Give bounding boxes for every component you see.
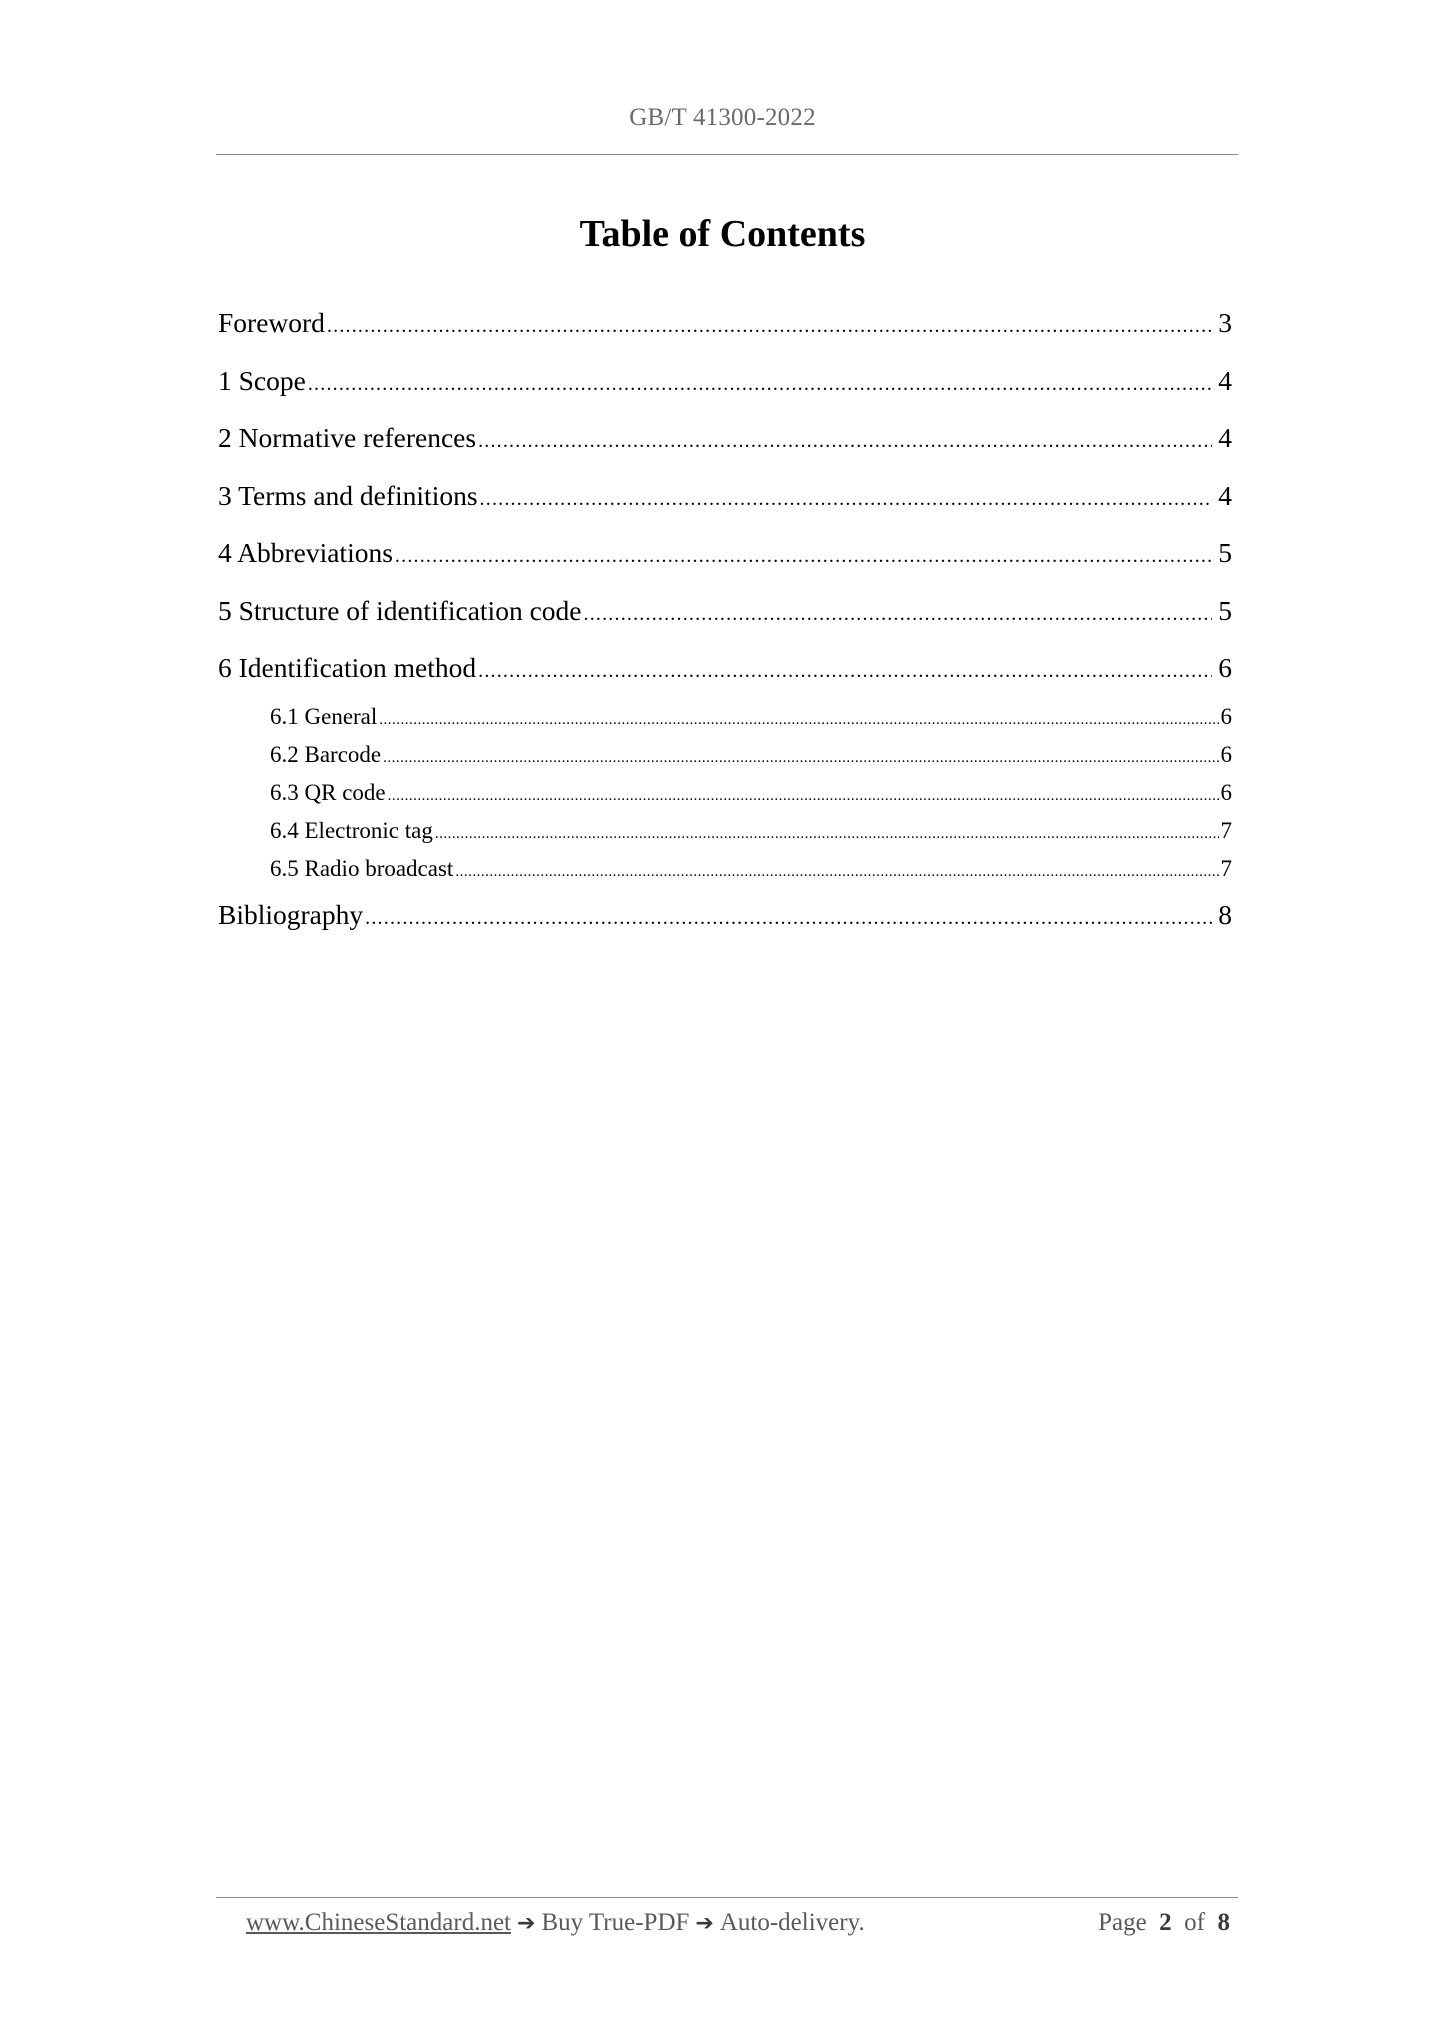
toc-entry-page: 3 [1218, 307, 1232, 338]
toc-entry-label: 6.5 Radio broadcast [270, 856, 454, 881]
toc-entry-label: 1 Scope [218, 365, 306, 396]
toc-entry-page: 7 [1220, 818, 1232, 843]
right-arrow-icon: ➔ [695, 1911, 714, 1936]
toc-entry-scope[interactable] [218, 361, 1232, 401]
toc-entry-normative-references[interactable] [218, 418, 1232, 458]
toc-leader-dots [383, 742, 1218, 774]
footer-divider [216, 1897, 1238, 1898]
toc-entry-page: 6 [1220, 742, 1232, 767]
toc-entry-page: 4 [1218, 422, 1232, 453]
toc-leader-dots [327, 306, 1212, 346]
toc-entry-label: 6.2 Barcode [270, 742, 382, 767]
header-divider [216, 154, 1238, 155]
of-word: of [1184, 1909, 1205, 1936]
toc-entry-barcode[interactable] [270, 739, 1232, 771]
toc-entry-general[interactable] [270, 701, 1232, 733]
toc-entry-page: 6 [1220, 704, 1232, 729]
toc-entry-label: 3 Terms and definitions [218, 480, 478, 511]
toc-entry-label: 4 Abbreviations [218, 537, 393, 568]
toc-entry-foreword[interactable] [218, 303, 1232, 343]
toc-leader-dots [435, 818, 1219, 850]
site-link[interactable]: www.ChineseStandard.net [246, 1909, 511, 1936]
toc-entry-label: 6 Identification method [218, 652, 477, 683]
toc-leader-dots [379, 704, 1218, 736]
toc-leader-dots [308, 364, 1212, 404]
toc-entry-qr-code[interactable] [270, 777, 1232, 809]
toc-entry-label: 6.4 Electronic tag [270, 818, 433, 843]
page-footer [246, 1903, 1236, 1943]
footer-step-delivery: Auto-delivery. [719, 1909, 865, 1936]
toc-leader-dots [395, 536, 1212, 576]
toc-entry-label: 2 Normative references [218, 422, 477, 453]
toc-leader-dots [455, 856, 1218, 888]
toc-entry-structure-of-identification-code[interactable] [218, 591, 1232, 631]
total-pages-number: 8 [1217, 1909, 1230, 1936]
footer-promo [246, 1903, 865, 1944]
page-number [1098, 1903, 1230, 1943]
page-word: Page [1098, 1909, 1147, 1936]
page-title: Table of Contents [579, 213, 866, 255]
toc-entry-label: 6.3 QR code [270, 780, 386, 805]
right-arrow-icon: ➔ [517, 1911, 536, 1936]
toc-entry-terms-and-definitions[interactable] [218, 476, 1232, 516]
toc-entry-label: 5 Structure of identification code [218, 595, 582, 626]
toc-entry-electronic-tag[interactable] [270, 815, 1232, 847]
toc-entry-bibliography[interactable] [218, 895, 1232, 935]
toc-leader-dots [480, 479, 1213, 519]
running-header: GB/T 41300-2022 [629, 104, 816, 131]
toc-leader-dots [365, 898, 1212, 938]
toc-entry-page: 5 [1218, 595, 1232, 626]
toc-entry-radio-broadcast[interactable] [270, 853, 1232, 885]
toc-entry-page: 7 [1220, 856, 1232, 881]
toc-entry-abbreviations[interactable] [218, 533, 1232, 573]
toc-entry-label: Bibliography [218, 899, 364, 930]
toc-entry-page: 6 [1220, 780, 1232, 805]
toc-entry-page: 5 [1218, 537, 1232, 568]
toc-entry-label: Foreword [218, 307, 325, 338]
toc-entry-identification-method[interactable] [218, 648, 1232, 688]
toc-leader-dots [584, 594, 1213, 634]
toc-leader-dots [478, 651, 1212, 691]
toc-entry-page: 6 [1218, 652, 1232, 683]
footer-step-buy: Buy True-PDF [541, 1909, 690, 1936]
toc-entry-page: 8 [1218, 899, 1232, 930]
current-page-number: 2 [1159, 1909, 1172, 1936]
toc-entry-page: 4 [1218, 480, 1232, 511]
toc-leader-dots [388, 780, 1219, 812]
toc-entry-label: 6.1 General [270, 704, 378, 729]
toc-entry-page: 4 [1218, 365, 1232, 396]
toc-leader-dots [478, 421, 1212, 461]
